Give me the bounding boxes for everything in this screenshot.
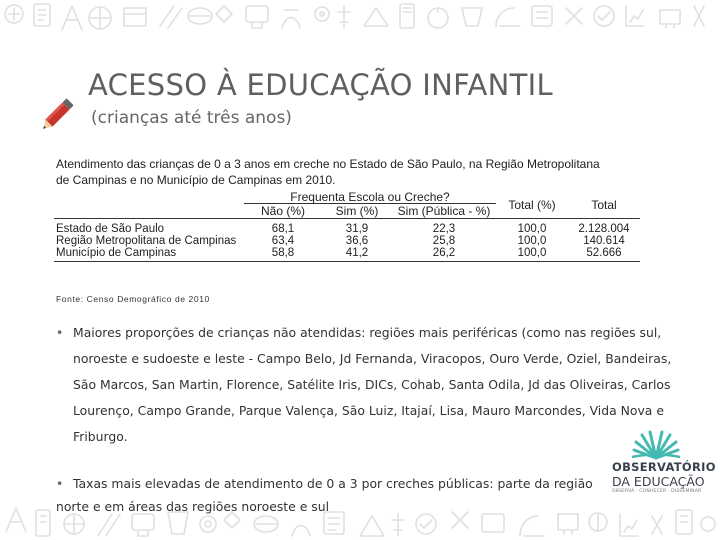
table-caption-line-2: de Campinas e no Município de Campinas em 2010. <box>56 173 336 187</box>
table-cell: 2.128.004 <box>578 223 630 235</box>
bullet-marker: • <box>56 325 64 340</box>
observatorio-logo <box>612 430 716 494</box>
table-cell: 22,3 <box>432 223 456 235</box>
bullet-item <box>56 320 686 450</box>
page-subtitle: (crianças até três anos) <box>91 108 292 128</box>
book-fan-icon <box>626 430 686 460</box>
attendance-table <box>54 156 642 262</box>
data-table <box>54 191 640 262</box>
logo-tagline: OBSERVA · CONHECER · DISSEMINAR <box>612 489 702 494</box>
column-header: Sim (%) <box>322 204 392 219</box>
pencil-icon <box>36 96 76 140</box>
bullet-text: Maiores proporções de crianças não atendidas: regiões mais periféricas (como nas regiões sul, noroeste e sudoeste e leste - Campo Belo, Jd Fernanda, Viracopos, Ouro Verde, Oziel, Bandeiras, São Marcos, San Martin, Florence, Satélite Iris, DICs, Cohab, Santa Odila, Jd das Oliveiras, Carlos Lourenço, Campo Grande, Parque Valença, São Luiz, Itajaí, Lisa, Mauro Marcondes, Vida Nova e Friburgo. <box>73 325 672 444</box>
column-header: Não (%) <box>244 204 322 219</box>
row-label: Município de Campinas <box>54 247 244 262</box>
group-header: Frequenta Escola ou Creche? <box>244 191 496 204</box>
table-cell: 58,8 <box>244 247 322 262</box>
table-cell: 36,6 <box>345 235 369 247</box>
table-cell: 140.614 <box>583 235 625 247</box>
bullet-marker: • <box>56 476 64 491</box>
logo-line-1: OBSERVATÓRIO <box>612 460 716 474</box>
column-header: Total (%) <box>496 191 568 219</box>
bullet-list <box>56 320 686 518</box>
table-cell: 41,2 <box>322 247 392 262</box>
row-label: Região Metropolitana de Campinas <box>56 235 237 247</box>
table-corner <box>54 191 244 204</box>
page-title: ACESSO À EDUCAÇÃO INFANTIL <box>88 68 553 102</box>
table-cell: 52.666 <box>568 247 640 262</box>
bullet-text: Taxas mais elevadas de atendimento de 0 a 3 por creches públicas: parte da região norte e em áreas das regiões noroeste e sul <box>56 476 593 514</box>
table-caption <box>54 156 642 188</box>
table-cell: 63,4 <box>271 235 295 247</box>
table-source: Fonte: Censo Demográfico de 2010 <box>56 294 210 304</box>
school-doodle-pattern-bottom <box>0 492 720 540</box>
table-row <box>54 235 640 247</box>
table-cell: 100,0 <box>496 247 568 262</box>
table-cell: 100,0 <box>517 235 547 247</box>
table-cell: 100,0 <box>517 223 547 235</box>
table-cell: 31,9 <box>345 223 369 235</box>
table-cell: 26,2 <box>392 247 496 262</box>
logo-line-2: DA EDUCAÇÃO <box>612 474 705 489</box>
table-corner <box>54 204 244 219</box>
school-doodle-pattern-top <box>0 0 720 48</box>
row-label: Estado de São Paulo <box>56 223 165 235</box>
column-header: Sim (Pública - %) <box>392 204 496 219</box>
table-cell: 25,8 <box>432 235 456 247</box>
table-row <box>54 219 640 236</box>
table-row <box>54 247 640 262</box>
column-header: Total <box>568 191 640 219</box>
table-caption-line-1: Atendimento das crianças de 0 a 3 anos em creche no Estado de São Paulo, na Região Metropolitana <box>56 157 600 171</box>
table-cell: 68,1 <box>271 223 295 235</box>
